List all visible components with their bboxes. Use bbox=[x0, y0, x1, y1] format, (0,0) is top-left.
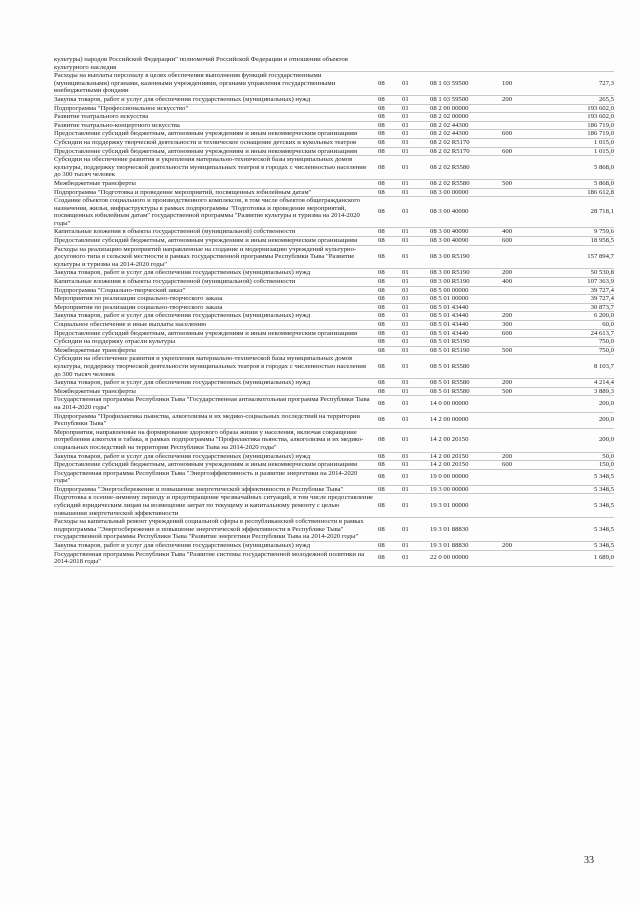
row-expense-type: 100 bbox=[502, 79, 513, 87]
row-section-code: 08 bbox=[378, 436, 385, 444]
table-row bbox=[54, 388, 614, 397]
table-row bbox=[54, 197, 614, 228]
row-description: Предоставление субсидий бюджетным, автономным учреждениям и иным некоммерческим организациям bbox=[54, 130, 358, 138]
row-subsection-code: 01 bbox=[402, 147, 409, 155]
row-amount: 9 759,6 bbox=[593, 228, 614, 236]
row-section-code: 08 bbox=[378, 278, 385, 286]
row-amount: 4 214,4 bbox=[593, 379, 614, 387]
row-section-code: 08 bbox=[378, 312, 385, 320]
row-description: Подготовка к осенне-зимнему периоду и предотвращение чрезвычайных ситуаций, в том числе предоставление субсидий юридическим лицам на возмещение затрат по текущему и капитальному ремонту с целью повышения энергетической эффективности bbox=[54, 494, 374, 517]
row-section-code: 08 bbox=[378, 138, 385, 146]
row-amount: 5 348,5 bbox=[593, 525, 614, 533]
row-expense-type: 500 bbox=[502, 387, 513, 395]
row-amount: 186 612,8 bbox=[587, 188, 614, 196]
row-expense-type: 600 bbox=[502, 461, 513, 469]
row-amount: 60,0 bbox=[602, 321, 614, 328]
table-row bbox=[54, 494, 614, 518]
row-amount: 39 727,4 bbox=[590, 286, 614, 294]
row-target-article: 08 3 00 R5190 bbox=[430, 278, 470, 286]
row-description: Закупка товаров, работ и услуг для обеспечения государственных (муниципальных) нужд bbox=[54, 379, 311, 387]
table-row bbox=[54, 413, 614, 429]
table-row bbox=[54, 113, 614, 122]
row-description: Субсидии на поддержку отрасли культуры bbox=[54, 338, 176, 346]
row-amount: 18 958,5 bbox=[590, 237, 614, 245]
row-amount: 5 868,0 bbox=[593, 163, 614, 171]
row-section-code: 08 bbox=[378, 104, 385, 112]
row-description: Межбюджетные трансферты bbox=[54, 387, 136, 395]
row-description: Субсидии на обеспечение развития и укрепления материально-технической базы муниципальных домов культуры, поддержку творческой деятельности муниципальных театров в городах с численностью населения до 300 тысяч человек bbox=[54, 355, 366, 378]
table-row bbox=[54, 338, 614, 347]
row-target-article: 08 5 01 43440 bbox=[430, 303, 469, 311]
row-section-code: 08 bbox=[378, 228, 385, 236]
row-subsection-code: 01 bbox=[402, 387, 409, 395]
row-amount: 200,0 bbox=[598, 416, 614, 424]
table-row bbox=[54, 461, 614, 470]
row-amount: 150,0 bbox=[598, 461, 614, 469]
row-target-article: 08 3 00 40090 bbox=[430, 228, 469, 236]
row-description: Предоставление субсидий бюджетным, автономным учреждениям и иным некоммерческим организациям bbox=[54, 461, 358, 469]
row-amount: 8 103,7 bbox=[593, 362, 614, 370]
row-description: Создание объектов социального и производственного комплексов, в том числе объектов общегражданского назначения, жилья, инфраструктуры в рамках подпрограммы "Подготовка и проведение мероприятий, посвященных юбилейным датам" государственной программы "Развитие культуры и туризма на 2014-2020 годы" bbox=[54, 197, 361, 227]
row-target-article: 08 5 01 43440 bbox=[430, 312, 469, 320]
table-row bbox=[54, 551, 614, 567]
row-target-article: 08 5 01 R5580 bbox=[430, 362, 470, 370]
row-subsection-code: 01 bbox=[402, 502, 409, 510]
row-subsection-code: 01 bbox=[402, 525, 409, 533]
row-amount: 200,0 bbox=[598, 400, 614, 408]
row-target-article: 08 5 01 R5580 bbox=[430, 387, 470, 395]
row-target-article: 08 1 03 59500 bbox=[430, 95, 469, 103]
row-section-code: 08 bbox=[378, 554, 385, 562]
row-section-code: 08 bbox=[378, 237, 385, 245]
row-target-article: 08 1 03 59500 bbox=[430, 79, 469, 87]
row-amount: 107 363,9 bbox=[587, 278, 614, 286]
table-row bbox=[54, 287, 614, 296]
row-target-article: 14 2 00 20150 bbox=[430, 436, 469, 444]
row-expense-type: 600 bbox=[502, 147, 513, 155]
row-target-article: 08 2 02 00000 bbox=[430, 113, 469, 121]
row-subsection-code: 01 bbox=[402, 452, 409, 460]
row-description: Государственная программа Республики Тыва "Государственная антиалкогольная программа Республики Тыва на 2014-2020 годы" bbox=[54, 396, 370, 411]
table-row bbox=[54, 355, 614, 379]
row-section-code: 08 bbox=[378, 303, 385, 311]
row-amount: 50 530,8 bbox=[590, 269, 614, 277]
row-description: Расходы на капитальный ремонт учреждений социальной сферы в республиканской собственности в рамках подпрограммы "Энергосбережение и повышение энергетической эффективности в Республике Тыва" государственной программы Республики Тыва "Развитие энергетики Республики Тыва на 2014-2020 годы" bbox=[54, 518, 364, 541]
table-row bbox=[54, 453, 614, 462]
row-section-code: 08 bbox=[378, 179, 385, 187]
row-description: Предоставление субсидий бюджетным, автономным учреждениям и иным некоммерческим организациям bbox=[54, 237, 358, 245]
row-expense-type: 200 bbox=[502, 312, 513, 320]
row-description: Закупка товаров, работ и услуг для обеспечения государственных (муниципальных) нужд bbox=[54, 542, 311, 550]
table-row bbox=[54, 269, 614, 278]
row-description: Расходы на реализацию мероприятий направленные на создание и модернизацию учреждений культурно-досугового типа в сельской местности в рамках государственной программы Республики Тыва "Развитие культуры и туризма на 2014-2020 годы" bbox=[54, 245, 357, 268]
table-row bbox=[54, 237, 614, 246]
table-row bbox=[54, 130, 614, 139]
table-row bbox=[54, 486, 614, 495]
row-description: Капитальные вложения в объекты государственной (муниципальной) собственности bbox=[54, 228, 296, 236]
row-description: Межбюджетные трансферты bbox=[54, 179, 136, 187]
row-section-code: 08 bbox=[378, 79, 385, 87]
row-target-article: 19 3 01 88830 bbox=[430, 542, 469, 550]
row-target-article: 08 3 00 00000 bbox=[430, 188, 469, 196]
row-expense-type: 500 bbox=[502, 179, 513, 187]
row-amount: 24 613,7 bbox=[590, 329, 614, 337]
row-target-article: 08 5 01 00000 bbox=[430, 295, 469, 303]
table-row bbox=[54, 542, 614, 551]
row-target-article: 08 2 02 R5170 bbox=[430, 138, 470, 146]
row-target-article: 08 5 01 R5580 bbox=[430, 379, 470, 387]
row-section-code: 08 bbox=[378, 485, 385, 493]
row-section-code: 08 bbox=[378, 416, 385, 424]
table-row bbox=[54, 96, 614, 105]
row-subsection-code: 01 bbox=[402, 163, 409, 171]
row-target-article: 08 3 00 R5190 bbox=[430, 253, 470, 261]
row-expense-type: 500 bbox=[502, 346, 513, 354]
row-subsection-code: 01 bbox=[402, 278, 409, 286]
row-description: Подпрограмма "Профилактика пьянства, алкоголизма и их медико-социальных последствий на территории Республики Тыва" bbox=[54, 412, 360, 428]
row-description: Государственная программа Республики Тыва "Энергоэффективность и развитие энергетики на 2014-2020 годы" bbox=[54, 469, 358, 485]
table-row bbox=[54, 56, 614, 72]
row-description: Подпрограмма "Социально-творческий заказ" bbox=[54, 286, 186, 294]
table-row bbox=[54, 122, 614, 131]
row-subsection-code: 01 bbox=[402, 346, 409, 354]
row-description: Капитальные вложения в объекты государственной (муниципальной) собственности bbox=[54, 278, 296, 286]
row-target-article: 19 3 01 00000 bbox=[430, 502, 469, 510]
table-row bbox=[54, 105, 614, 114]
page-number: 33 bbox=[584, 855, 594, 866]
row-description: Субсидии на обеспечение развития и укрепления материально-технической базы муниципальных домов культуры, поддержку творческой деятельности муниципальных театров в городах с численностью населения до 300 тысяч человек bbox=[54, 156, 366, 179]
row-section-code: 08 bbox=[378, 113, 385, 121]
row-description: Закупка товаров, работ и услуг для обеспечения государственных (муниципальных) нужд bbox=[54, 312, 311, 320]
row-section-code: 08 bbox=[378, 321, 385, 328]
row-description: культуры) народов Российской Федерации" полномочий Российской Федерации в отношении объектов культурного наследия bbox=[54, 56, 348, 71]
row-subsection-code: 01 bbox=[402, 312, 409, 320]
row-expense-type: 200 bbox=[502, 95, 513, 103]
row-description: Мероприятия по реализации социально-творческого заказа bbox=[54, 303, 223, 311]
row-subsection-code: 01 bbox=[402, 554, 409, 562]
row-subsection-code: 01 bbox=[402, 303, 409, 311]
row-target-article: 08 3 00 40090 bbox=[430, 237, 469, 245]
row-subsection-code: 01 bbox=[402, 79, 409, 87]
row-amount: 157 894,7 bbox=[587, 253, 614, 261]
table-row bbox=[54, 189, 614, 198]
row-subsection-code: 01 bbox=[402, 138, 409, 146]
table-row bbox=[54, 304, 614, 313]
row-target-article: 08 5 01 43440 bbox=[430, 329, 469, 337]
row-subsection-code: 01 bbox=[402, 188, 409, 196]
row-amount: 186 719,0 bbox=[587, 130, 614, 138]
row-subsection-code: 01 bbox=[402, 95, 409, 103]
row-description: Предоставление субсидий бюджетным, автономным учреждениям и иным некоммерческим организациям bbox=[54, 147, 358, 155]
row-section-code: 08 bbox=[378, 130, 385, 138]
row-target-article: 14 2 00 00000 bbox=[430, 416, 469, 424]
row-amount: 5 348,5 bbox=[593, 485, 614, 493]
table-row bbox=[54, 312, 614, 321]
row-amount: 5 348,5 bbox=[593, 502, 614, 510]
row-target-article: 08 5 01 43440 bbox=[430, 321, 469, 328]
row-subsection-code: 01 bbox=[402, 461, 409, 469]
row-section-code: 08 bbox=[378, 473, 385, 481]
row-target-article: 19 0 00 00000 bbox=[430, 473, 469, 481]
table-row bbox=[54, 148, 614, 157]
table-row bbox=[54, 379, 614, 388]
budget-table bbox=[54, 56, 614, 567]
table-row bbox=[54, 518, 614, 542]
row-subsection-code: 01 bbox=[402, 104, 409, 112]
row-section-code: 08 bbox=[378, 338, 385, 346]
row-target-article: 08 5 00 00000 bbox=[430, 286, 469, 294]
row-section-code: 08 bbox=[378, 346, 385, 354]
row-amount: 39 727,4 bbox=[590, 295, 614, 303]
row-subsection-code: 01 bbox=[402, 473, 409, 481]
row-subsection-code: 01 bbox=[402, 295, 409, 303]
row-amount: 30 873,7 bbox=[590, 303, 614, 311]
row-expense-type: 300 bbox=[502, 321, 513, 328]
row-subsection-code: 01 bbox=[402, 253, 409, 261]
row-section-code: 08 bbox=[378, 147, 385, 155]
row-target-article: 19 3 00 00000 bbox=[430, 485, 469, 493]
row-expense-type: 200 bbox=[502, 269, 513, 277]
row-amount: 50,0 bbox=[602, 452, 614, 460]
row-description: Подпрограмма "Подготовка и проведение мероприятий, посвященных юбилейным датам" bbox=[54, 188, 312, 196]
row-amount: 727,3 bbox=[598, 79, 614, 87]
row-expense-type: 400 bbox=[502, 278, 513, 286]
row-target-article: 22 0 00 00000 bbox=[430, 554, 469, 562]
row-subsection-code: 01 bbox=[402, 321, 409, 328]
row-target-article: 08 5 01 R5190 bbox=[430, 338, 470, 346]
row-expense-type: 200 bbox=[502, 452, 513, 460]
row-subsection-code: 01 bbox=[402, 179, 409, 187]
row-subsection-code: 01 bbox=[402, 542, 409, 550]
row-section-code: 08 bbox=[378, 163, 385, 171]
row-target-article: 14 2 00 20150 bbox=[430, 452, 469, 460]
row-description: Развитие театрального искусства bbox=[54, 113, 149, 121]
row-description: Подпрограмма "Энергосбережение и повышение энергетической эффективности в Республике Тыва" bbox=[54, 485, 344, 493]
row-expense-type: 600 bbox=[502, 130, 513, 138]
table-row bbox=[54, 278, 614, 287]
row-section-code: 08 bbox=[378, 295, 385, 303]
row-target-article: 08 2 02 44300 bbox=[430, 121, 469, 129]
row-target-article: 14 0 00 00000 bbox=[430, 400, 469, 408]
row-expense-type: 200 bbox=[502, 379, 513, 387]
row-amount: 186 719,0 bbox=[587, 121, 614, 129]
row-section-code: 08 bbox=[378, 542, 385, 550]
table-row bbox=[54, 180, 614, 189]
table-row bbox=[54, 330, 614, 339]
row-description: Закупка товаров, работ и услуг для обеспечения государственных (муниципальных) нужд bbox=[54, 269, 311, 277]
row-description: Мероприятия, направленные на формирование здорового образа жизни у населения, включая сокращение потребления алкоголя и табака, в рамках подпрограммы "Профилактика пьянства, алкоголизма и их медико-социальных последствий на территории Республики Тыва на 2014-2020 годы" bbox=[54, 428, 364, 451]
row-expense-type: 400 bbox=[502, 228, 513, 236]
row-section-code: 08 bbox=[378, 461, 385, 469]
row-amount: 6 200,0 bbox=[593, 312, 614, 320]
row-description: Межбюджетные трансферты bbox=[54, 346, 136, 354]
row-target-article: 08 2 02 R5580 bbox=[430, 179, 470, 187]
table-row bbox=[54, 156, 614, 180]
row-amount: 193 602,0 bbox=[587, 104, 614, 112]
row-description: Подпрограмма "Профессиональное искусство" bbox=[54, 104, 189, 112]
row-section-code: 08 bbox=[378, 362, 385, 370]
row-section-code: 08 bbox=[378, 121, 385, 129]
row-amount: 5 348,5 bbox=[593, 542, 614, 550]
row-subsection-code: 01 bbox=[402, 485, 409, 493]
row-section-code: 08 bbox=[378, 329, 385, 337]
row-section-code: 08 bbox=[378, 188, 385, 196]
row-subsection-code: 01 bbox=[402, 416, 409, 424]
row-subsection-code: 01 bbox=[402, 237, 409, 245]
row-subsection-code: 01 bbox=[402, 379, 409, 387]
row-section-code: 08 bbox=[378, 387, 385, 395]
row-target-article: 08 3 00 R5190 bbox=[430, 269, 470, 277]
row-target-article: 08 5 01 R5190 bbox=[430, 346, 470, 354]
row-amount: 1 015,0 bbox=[593, 147, 614, 155]
row-amount: 1 015,0 bbox=[593, 138, 614, 146]
row-subsection-code: 01 bbox=[402, 228, 409, 236]
row-section-code: 08 bbox=[378, 286, 385, 294]
row-amount: 5 348,5 bbox=[593, 473, 614, 481]
row-description: Мероприятия по реализации социально-творческого заказа bbox=[54, 295, 223, 303]
row-subsection-code: 01 bbox=[402, 208, 409, 216]
row-section-code: 08 bbox=[378, 253, 385, 261]
row-amount: 265,5 bbox=[598, 95, 614, 103]
table-row bbox=[54, 347, 614, 356]
row-section-code: 08 bbox=[378, 269, 385, 277]
row-description: Предоставление субсидий бюджетным, автономным учреждениям и иным некоммерческим организациям bbox=[54, 329, 358, 337]
row-amount: 5 868,0 bbox=[593, 179, 614, 187]
row-target-article: 14 2 00 20150 bbox=[430, 461, 469, 469]
row-amount: 750,0 bbox=[598, 346, 614, 354]
row-subsection-code: 01 bbox=[402, 286, 409, 294]
row-subsection-code: 01 bbox=[402, 436, 409, 444]
row-subsection-code: 01 bbox=[402, 329, 409, 337]
table-row bbox=[54, 470, 614, 486]
row-target-article: 08 2 02 R5580 bbox=[430, 163, 470, 171]
row-section-code: 08 bbox=[378, 379, 385, 387]
row-expense-type: 600 bbox=[502, 237, 513, 245]
row-description: Закупка товаров, работ и услуг для обеспечения государственных (муниципальных) нужд bbox=[54, 95, 311, 103]
row-section-code: 08 bbox=[378, 208, 385, 216]
row-amount: 28 718,1 bbox=[590, 208, 614, 216]
row-section-code: 08 bbox=[378, 95, 385, 103]
row-subsection-code: 01 bbox=[402, 130, 409, 138]
row-description: Развитие театрально-концертного искусства bbox=[54, 121, 180, 129]
row-expense-type: 600 bbox=[502, 329, 513, 337]
row-section-code: 08 bbox=[378, 525, 385, 533]
table-row bbox=[54, 396, 614, 412]
row-expense-type: 200 bbox=[502, 542, 513, 550]
row-description: Социальное обеспечение и иные выплаты населению bbox=[54, 321, 207, 328]
row-subsection-code: 01 bbox=[402, 113, 409, 121]
row-amount: 750,0 bbox=[598, 338, 614, 346]
row-description: Расходы на выплаты персоналу в целях обеспечения выполнения функций государственными (муниципальными) органами, казенными учреждениями, органами управления государственными внебюджетными фондами bbox=[54, 72, 336, 95]
row-target-article: 08 2 02 R5170 bbox=[430, 147, 470, 155]
row-target-article: 08 3 00 40090 bbox=[430, 208, 469, 216]
row-description: Государственная программа Республики Тыва "Развитие системы государственной молодежной политики на 2014-2018 годы" bbox=[54, 550, 365, 566]
table-row bbox=[54, 321, 614, 330]
table-row bbox=[54, 295, 614, 304]
row-section-code: 08 bbox=[378, 452, 385, 460]
row-section-code: 08 bbox=[378, 400, 385, 408]
row-amount: 200,0 bbox=[598, 436, 614, 444]
row-subsection-code: 01 bbox=[402, 121, 409, 129]
row-subsection-code: 01 bbox=[402, 269, 409, 277]
row-subsection-code: 01 bbox=[402, 400, 409, 408]
table-row bbox=[54, 246, 614, 270]
row-subsection-code: 01 bbox=[402, 362, 409, 370]
row-target-article: 08 2 00 00000 bbox=[430, 104, 469, 112]
table-row bbox=[54, 139, 614, 148]
row-description: Субсидии на поддержку творческой деятельности и техническое оснащение детских и кукольных театров bbox=[54, 138, 357, 146]
row-description: Закупка товаров, работ и услуг для обеспечения государственных (муниципальных) нужд bbox=[54, 452, 311, 460]
row-amount: 193 602,0 bbox=[587, 113, 614, 121]
row-target-article: 08 2 02 44300 bbox=[430, 130, 469, 138]
row-target-article: 19 3 01 88830 bbox=[430, 525, 469, 533]
row-amount: 3 889,3 bbox=[593, 387, 614, 395]
table-row bbox=[54, 228, 614, 237]
table-row bbox=[54, 72, 614, 96]
row-subsection-code: 01 bbox=[402, 338, 409, 346]
row-amount: 1 689,0 bbox=[593, 554, 614, 562]
table-row bbox=[54, 429, 614, 453]
row-section-code: 08 bbox=[378, 502, 385, 510]
